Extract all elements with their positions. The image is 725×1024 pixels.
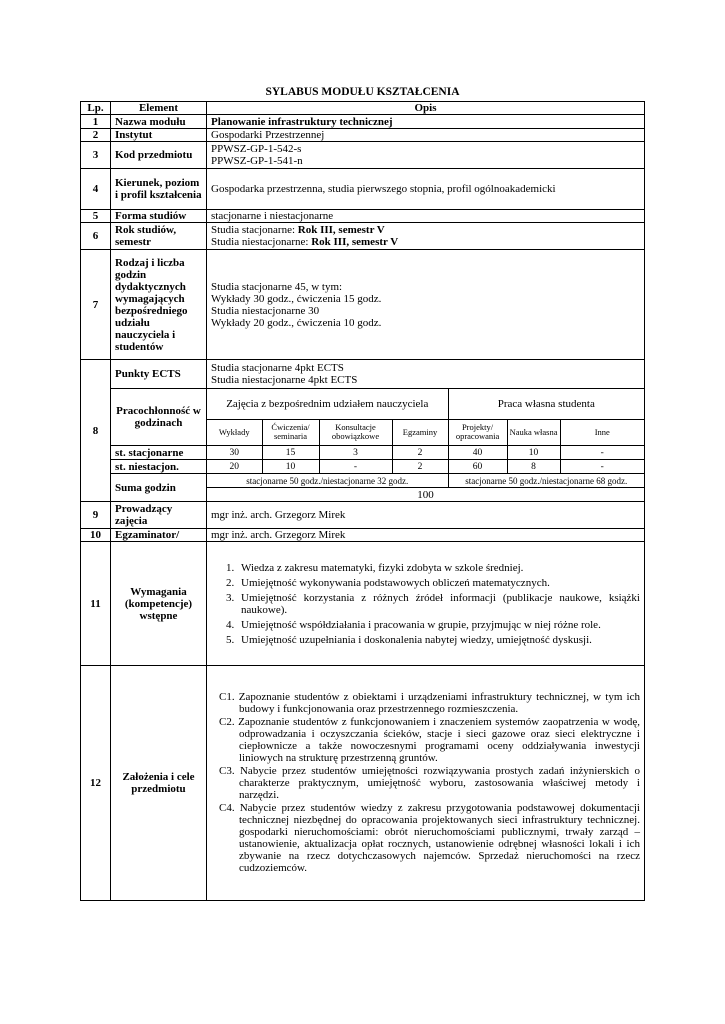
header-element: Element: [111, 102, 207, 115]
goal-item: C4. Nabycie przez studentów wiedzy z zakresu przygotowania podstawowej dokumentacji technicznej niezbędnej do opracowania projektowanych sieci infrastruktury technicznej. gospodarki nieruchomościami: obrót nieruchomościami publicznymi, trwały zarząd – ustanowienie, aktualizacja opłat rocznych, ustanowienie odrębnej własności lokali i ich zbywanie na rzecz dotychczasowych najemców. Sprzedaż nieruchomości na rzecz cudzoziemców.: [219, 802, 640, 874]
stac-cell: 40: [448, 446, 507, 459]
table-row: [81, 142, 645, 169]
row-value: mgr inż. arch. Grzegorz Mirek: [207, 529, 645, 542]
col-header: Nauka własna: [507, 419, 560, 445]
row-element: Rodzaj i liczba godzin dydaktycznych wymagających bezpośredniego udziału nauczyciela i studentów: [111, 250, 207, 360]
row-element: Wymagania (kompetencje) wstępne: [111, 542, 207, 666]
col-header: Konsultacje obowiązkowe: [319, 419, 392, 445]
row-value: [207, 666, 645, 901]
header-row: [81, 102, 645, 115]
row-value: [207, 142, 645, 169]
table-row: [81, 169, 645, 210]
syllabus-table: [80, 101, 645, 901]
row-number: 3: [81, 142, 111, 169]
list-item: 5. Umiejętność uzupełniania i doskonalenia nabytej wiedzy, umiejętność dyskusji.: [237, 634, 640, 646]
niestac-table: [207, 460, 644, 473]
list-item: 2. Umiejętność wykonywania podstawowych obliczeń matematycznych.: [237, 577, 640, 589]
year-niestacjonarne: Studia niestacjonarne: Rok III, semestr V: [211, 236, 399, 248]
sum-values: [207, 474, 645, 488]
row-value: Gospodarka przestrzenna, studia pierwszego stopnia, profil ogólnoakademicki: [207, 169, 645, 210]
hours-line: Studia niestacjonarne 30: [211, 304, 320, 317]
row-element: Założenia i cele przedmiotu: [111, 666, 207, 901]
list-item: 1. Wiedza z zakresu matematyki, fizyki zdobyta w szkole średniej.: [237, 562, 640, 574]
niestac-cell: 10: [262, 460, 319, 473]
stac-cell: 30: [207, 446, 262, 459]
row-number: 4: [81, 169, 111, 210]
goal-item: C3. Nabycie przez studentów umiejętności rozwiązywania prostych zadań inżynierskich o charakterze praktycznym, umiejętność wyboru, zastosowania właściwej metody i narzędzi.: [219, 765, 640, 801]
col-header: Inne: [560, 419, 644, 445]
row-value: Planowanie infrastruktury technicznej: [207, 115, 645, 129]
sum-left: stacjonarne 50 godz./niestacjonarne 32 godz.: [207, 474, 448, 487]
row-value: [207, 542, 645, 666]
table-row: [81, 529, 645, 542]
list-item: 4. Umiejętność współdziałania i pracowania w grupie, przyjmując w niej różne role.: [237, 619, 640, 631]
code-stacjonarne: PPWSZ-GP-1-542-s: [211, 143, 302, 155]
ects-label: Punkty ECTS: [111, 360, 207, 389]
row-number: 12: [81, 666, 111, 901]
stac-label: st. stacjonarne: [111, 446, 207, 460]
col-header: Egzaminy: [392, 419, 448, 445]
row-number: 10: [81, 529, 111, 542]
niestac-values: [207, 460, 645, 474]
code-niestacjonarne: PPWSZ-GP-1-541-n: [211, 155, 303, 167]
sum-table: [207, 474, 644, 487]
header-opis: Opis: [207, 102, 645, 115]
group-teacher: Zajęcia z bezpośrednim udziałem nauczyciela: [207, 389, 448, 419]
hours-line: Wykłady 30 godz., ćwiczenia 15 godz.: [211, 292, 382, 305]
niestac-cell: 60: [448, 460, 507, 473]
row-element: Instytut: [111, 129, 207, 142]
table-row: [81, 115, 645, 129]
ects-value: [207, 360, 645, 389]
workload-table-cell: [207, 389, 645, 446]
stac-cell: 10: [507, 446, 560, 459]
sum-label: Suma godzin: [111, 474, 207, 502]
sum-right: stacjonarne 50 godz./niestacjonarne 68 godz.: [448, 474, 644, 487]
row-value: mgr inż. arch. Grzegorz Mirek: [207, 502, 645, 529]
hours-line: Studia stacjonarne 45, w tym:: [211, 280, 343, 293]
row-element: Egzaminator/: [111, 529, 207, 542]
table-row: [81, 474, 645, 488]
list-item: 3. Umiejętność korzystania z różnych źródeł informacji (publikacje naukowe, książki naukowe).: [237, 592, 640, 616]
stac-cell: -: [560, 446, 644, 459]
niestac-cell: -: [319, 460, 392, 473]
niestac-label: st. niestacjon.: [111, 460, 207, 474]
table-row: [81, 223, 645, 250]
table-row: [81, 542, 645, 666]
row-number: 8: [81, 360, 111, 502]
table-row: [81, 360, 645, 389]
stac-cell: 3: [319, 446, 392, 459]
workload-table: [207, 389, 644, 445]
stac-cell: 2: [392, 446, 448, 459]
group-self: Praca własna studenta: [448, 389, 644, 419]
table-row: [81, 250, 645, 360]
document-title: SYLABUS MODUŁU KSZTAŁCENIA: [265, 86, 460, 98]
row-number: 5: [81, 210, 111, 223]
niestac-cell: -: [560, 460, 644, 473]
table-row: [81, 502, 645, 529]
row-element: Kierunek, poziom i profil kształcenia: [111, 169, 207, 210]
col-header: Wykłady: [207, 419, 262, 445]
row-element: Rok studiów, semestr: [111, 223, 207, 250]
sum-total: 100: [207, 488, 645, 502]
row-value: [207, 223, 645, 250]
row-number: 9: [81, 502, 111, 529]
stac-values: [207, 446, 645, 460]
row-element: Nazwa modułu: [111, 115, 207, 129]
row-value: Gospodarki Przestrzennej: [207, 129, 645, 142]
table-row: [81, 666, 645, 901]
goal-item: C2. Zapoznanie studentów z funkcjonowaniem i znaczeniem systemów zaopatrzenia w wodę, odprowadzania i oczyszczania ścieków, stacje i sieci gazowe oraz sieci elektryczne i ciepłownicze a także nowoczesnymi programami oceny oddziaływania inwestycji liniowych na strukturę przestrzenną gruntów.: [219, 716, 640, 764]
stac-table: [207, 446, 644, 459]
table-row: [81, 460, 645, 474]
row-element: Prowadzący zajęcia: [111, 502, 207, 529]
row-number: 7: [81, 250, 111, 360]
col-header: Projekty/ opracowania: [448, 419, 507, 445]
row-number: 2: [81, 129, 111, 142]
row-number: 11: [81, 542, 111, 666]
row-number: 1: [81, 115, 111, 129]
niestac-cell: 8: [507, 460, 560, 473]
row-value: [207, 250, 645, 360]
table-row: [81, 446, 645, 460]
header-lp: Lp.: [81, 102, 111, 115]
table-row: [81, 389, 645, 446]
goal-item: C1. Zapoznanie studentów z obiektami i urządzeniami infrastruktury technicznej, w tym ich budowy i funkcjonowania oraz przestrzennego rozmieszczenia.: [219, 691, 640, 715]
requirements-list: [211, 562, 640, 646]
hours-line: Wykłady 20 godz., ćwiczenia 10 godz.: [211, 316, 382, 329]
ects-line: Studia stacjonarne 4pkt ECTS: [211, 362, 344, 374]
col-header: Ćwiczenia/ seminaria: [262, 419, 319, 445]
table-row: [81, 210, 645, 223]
workload-label: Pracochłonność w godzinach: [111, 389, 207, 446]
year-stacjonarne: Studia stacjonarne: Rok III, semestr V: [211, 224, 385, 236]
row-element: Kod przedmiotu: [111, 142, 207, 169]
stac-cell: 15: [262, 446, 319, 459]
row-value: stacjonarne i niestacjonarne: [207, 210, 645, 223]
niestac-cell: 20: [207, 460, 262, 473]
row-element: Forma studiów: [111, 210, 207, 223]
niestac-cell: 2: [392, 460, 448, 473]
row-number: 6: [81, 223, 111, 250]
table-row: [81, 129, 645, 142]
ects-line: Studia niestacjonarne 4pkt ECTS: [211, 374, 358, 386]
